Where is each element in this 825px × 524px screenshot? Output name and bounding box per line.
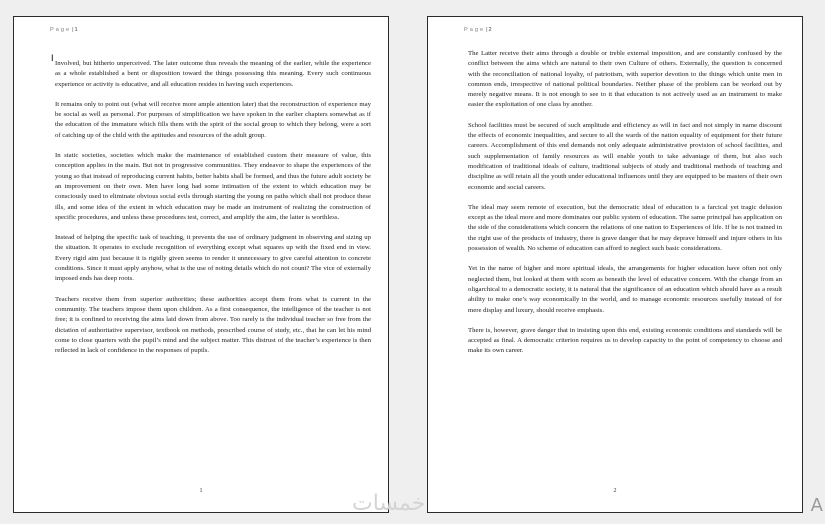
watermark-logo: خمسات bbox=[352, 491, 426, 516]
text-cursor: I bbox=[51, 53, 54, 63]
header-page-number: 1 bbox=[74, 27, 78, 33]
paragraph: In static societies, societies which make the maintenance of established custom their measure of value, this conception applies in the main. But not in progressive communities. They endeavor to shape the experiences of the young so that instead of reproducing current habits, better habits shall be formed, and thus the future adult society be an improvement on their own. Men have long had some intimation of the extent to which education may be consciously used to eliminate obvious social evils through starting the young on paths which shall not produce these ills, and some idea of the extent in which education may be made an instrument of realizing the construction of specific procedures, and unless these procedures test, correct, and amplify the aim, the latter is worthless. bbox=[55, 152, 371, 221]
paragraph: It remains only to point out (what will receive more ample attention later) that the reconstruction of experience may be social as well as personal. For purposes of simplification we have spoken in the earlier chapters somewhat as if the education of the immature which fills them with the spirit of the social group to which they belong, were a sort of catching up of the child with the aptitudes and resources of the adult group. bbox=[55, 100, 371, 139]
page-footer-number: 1 bbox=[199, 488, 203, 494]
paragraph: Involved, but hitherto unperceived. The later outcome thus reveals the meaning of the earlier, while the experience as a whole established a bent or disposition toward the things possessing this meaning. Every such continuous experience or activity is educative, and all education resides in having such experiences. bbox=[55, 60, 371, 88]
header-page-number: 2 bbox=[488, 27, 492, 33]
page-header: Page|2 bbox=[464, 27, 492, 33]
header-page-word: Page bbox=[50, 27, 72, 33]
paragraph: Teachers receive them from superior authorities; these authorities accept them from what is current in the community. The teachers impose them upon children. As a first consequence, the intelligence of the teacher is not free; it is confined to receiving the aims laid down from above. Too rarely is the individual teacher so free from the dictation of authoritative supervisor, textbook on methods, prescribed course of study, etc., that he can let his mind come to close quarters with the pupil’s mind and the subject matter. This distrust of the teacher’s experience is then reflected in lack of confidence in the responses of pupils. bbox=[55, 295, 371, 355]
header-page-word: Page bbox=[464, 27, 486, 33]
document-page-1 bbox=[13, 16, 389, 513]
document-page-2 bbox=[427, 16, 803, 513]
paragraph: Yet in the name of higher and more spiritual ideals, the arrangements for higher education have often not only neglected them, but looked at them with scorn as beneath the level of educative concern. With the change from an oligarchical to a democratic society, it is natural that the significance of an education which should have as a result ability to make one’s way economically in the world, and to manage economic resources usefully instead of for mere display and luxury, should receive emphasis. bbox=[468, 265, 782, 314]
paragraph: The Latter receive their aims through a double or treble external imposition, and are constantly confused by the conflict between the aims which are natural to their own Culture of others. Externally, the question is concerned with the reconciliation of national loyalty, of patriotism, with superior devotion to the things which unite men in common ends, irrespective of national political boundaries. Neither phase of the problem can be worked out by merely negative means. It is not enough to see to it that education is not actively used as an instrument to make easier the exploitation of one class by another. bbox=[468, 50, 782, 109]
page-footer-number: 2 bbox=[613, 488, 617, 494]
page-body[interactable] bbox=[55, 59, 371, 366]
side-edge-char: A bbox=[810, 495, 823, 516]
page-header: Page|1 bbox=[50, 27, 78, 33]
paragraph: There is, however, grave danger that in insisting upon this end, existing economic conditions and standards will be accepted as final. A democratic criterion requires us to develop capacity to the point of competency to choose and make its own career. bbox=[468, 326, 782, 355]
paragraph: School facilities must be secured of such amplitude and efficiency as will in fact and not simply in name discount the effects of economic inequalities, and secure to all the wards of the nation equality of equipment for their future careers. Accomplishment of this end demands not only adequate administrative provision of school facilities, and such supplementation of family resources as will enable youth to take advantage of them, but also such modification of traditional ideals of culture, traditional subjects of study and traditional methods of teaching and discipline as will retain all the youth under educational influences until they are equipped to be masters of their own economic and social careers. bbox=[468, 121, 782, 191]
paragraph: Instead of helping the specific task of teaching, it prevents the use of ordinary judgment in observing and sizing up the situation. It operates to exclude recognition of everything except what squares up with the fixed end in view. Every rigid aim just because it is rigidly given seems to render it unnecessary to give careful attention to concrete conditions. Since it must apply anyhow, what is the use of noting details which do not count? The vice of externally imposed ends has deep roots. bbox=[55, 234, 371, 283]
paragraph: The ideal may seem remote of execution, but the democratic ideal of education is a farcical yet tragic delusion except as the ideal more and more dominates our public system of education. The same principal has application on the side of the considerations which concern the relations of one nation to Experiences of life. If he is not trained in the right use of the products of industry, there is grave danger that he may deprave himself and injure others in his possession of wealth. No scheme of education can afford to neglect such basic considerations. bbox=[468, 203, 782, 253]
page-body[interactable] bbox=[468, 49, 782, 367]
